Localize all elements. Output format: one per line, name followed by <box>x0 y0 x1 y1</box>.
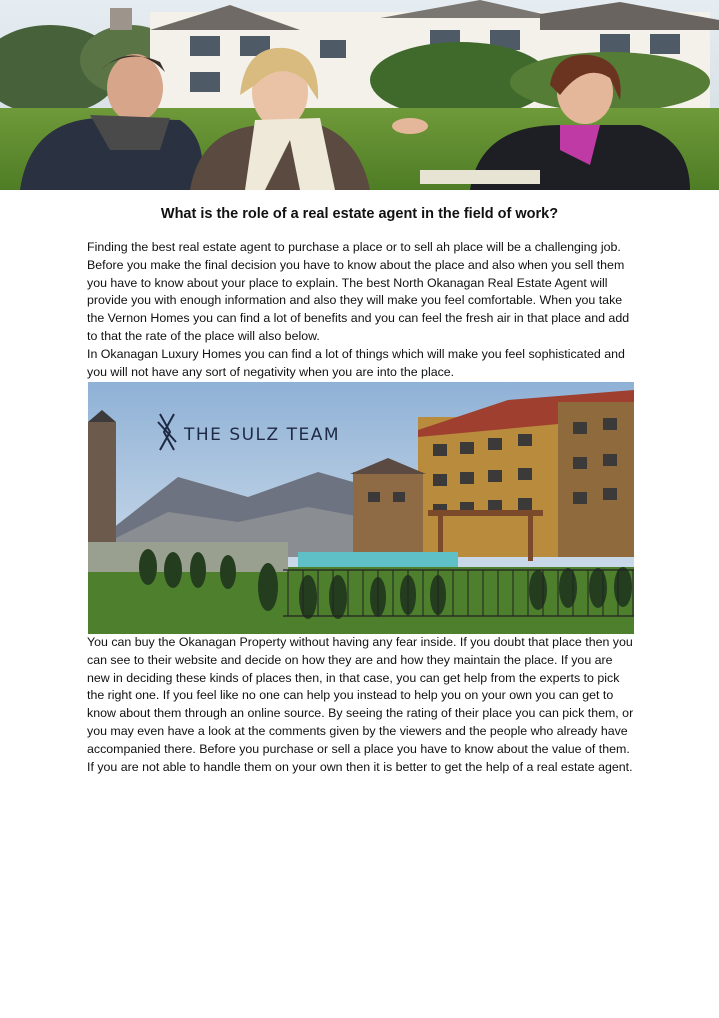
hero-photo <box>0 0 719 190</box>
sulz-team-logo-text: THE SULZ TEAM <box>184 425 340 445</box>
body-paragraph <box>87 634 637 776</box>
paragraph-1b: In Okanagan Luxury Homes you can find a lot of things which will make you feel sophisticated and you will not have any sort of negativity when you are into the place. <box>87 346 625 379</box>
property-illustration <box>88 382 634 634</box>
property-photo <box>88 382 634 634</box>
article-title: What is the role of a real estate agent in the field of work? <box>160 206 559 222</box>
intro-paragraphs <box>87 239 637 381</box>
paragraph-2: You can buy the Okanagan Property without having any fear inside. If you doubt that place then you can see to their website and decide on how they are and how they maintain the place. If you are new in deciding these kinds of places then, in that case, you can get help from the experts to pick the right one. If you feel like no one can help you instead to help you on your own you can get to know about them through an online source. By seeing the rating of their place you can pick them, or you may even have a look at the comments given by the viewers and the people who already have accompanied there. Before you purchase or sell a place you have to know about the value of them. If you are not able to handle them on your own then it is better to get the help of a real estate agent. <box>87 635 634 774</box>
hero-illustration <box>0 0 719 190</box>
paragraph-1: Finding the best real estate agent to purchase a place or to sell ah place will be a challenging job. Before you make the final decision you have to know about the place and also when you sell them you have to know about your place to explain. The best North Okanagan Real Estate Agent will provide you with enough information and also they will make you feel comfortable. When you take the Vernon Homes you can find a lot of benefits and you can feel the fresh air in that place and add to that the rate of the place will also below. <box>87 240 630 343</box>
